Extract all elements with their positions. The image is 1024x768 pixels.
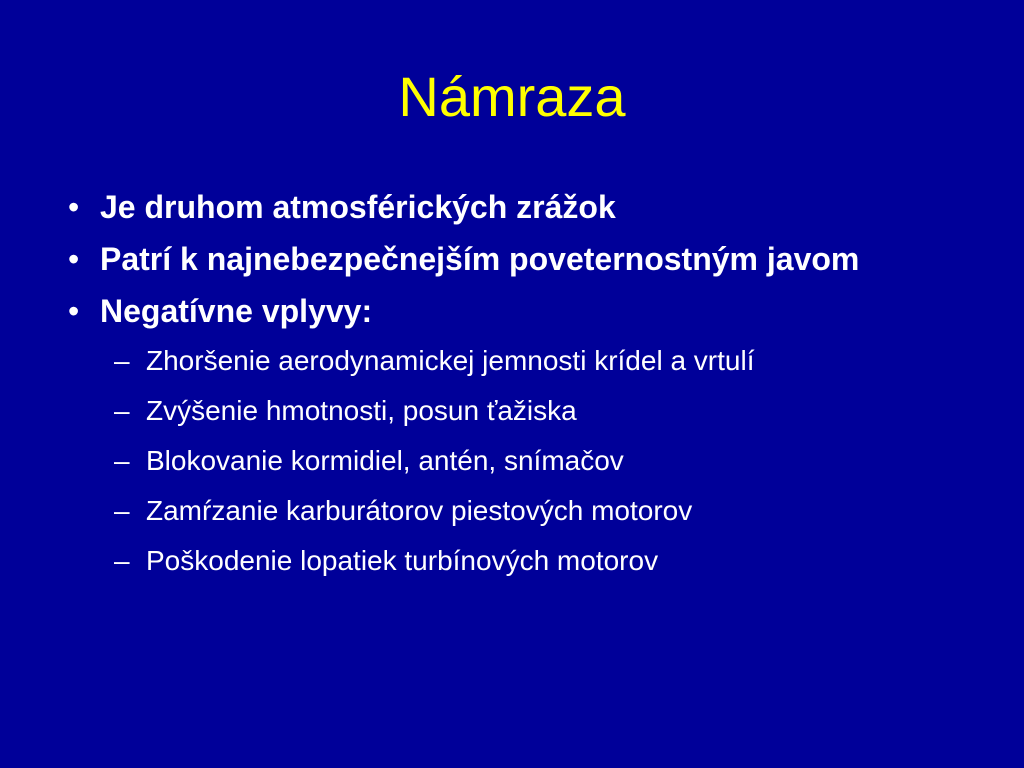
bullet-mark: • xyxy=(68,189,80,225)
sub-bullet-list xyxy=(68,344,968,578)
dash-mark: – xyxy=(114,395,130,426)
slide-title: Námraza xyxy=(398,65,626,128)
sub-bullet-item xyxy=(114,544,968,578)
dash-mark: – xyxy=(114,545,130,576)
bullet-mark: • xyxy=(68,293,80,329)
sub-bullet-text: Zvýšenie hmotnosti, posun ťažiska xyxy=(146,395,577,426)
bullet-item xyxy=(68,292,968,330)
bullet-text: Negatívne vplyvy: xyxy=(100,293,373,329)
bullet-item xyxy=(68,240,968,278)
sub-bullet-item xyxy=(114,494,968,528)
bullet-mark: • xyxy=(68,241,80,277)
sub-bullet-text: Zhoršenie aerodynamickej jemnosti krídel a vrtulí xyxy=(146,345,755,376)
sub-bullet-item xyxy=(114,394,968,428)
slide-content xyxy=(68,188,968,594)
sub-bullet-text: Blokovanie kormidiel, antén, snímačov xyxy=(146,445,624,476)
bullet-item xyxy=(68,188,968,226)
sub-bullet-item xyxy=(114,444,968,478)
sub-bullet-text: Zamŕzanie karburátorov piestových motorov xyxy=(146,495,693,526)
sub-bullet-text: Poškodenie lopatiek turbínových motorov xyxy=(146,545,659,576)
bullet-text: Je druhom atmosférických zrážok xyxy=(100,189,616,225)
sub-bullet-item xyxy=(114,344,968,378)
bullet-text: Patrí k najnebezpečnejším poveternostným javom xyxy=(100,241,860,277)
dash-mark: – xyxy=(114,495,130,526)
dash-mark: – xyxy=(114,345,130,376)
dash-mark: – xyxy=(114,445,130,476)
